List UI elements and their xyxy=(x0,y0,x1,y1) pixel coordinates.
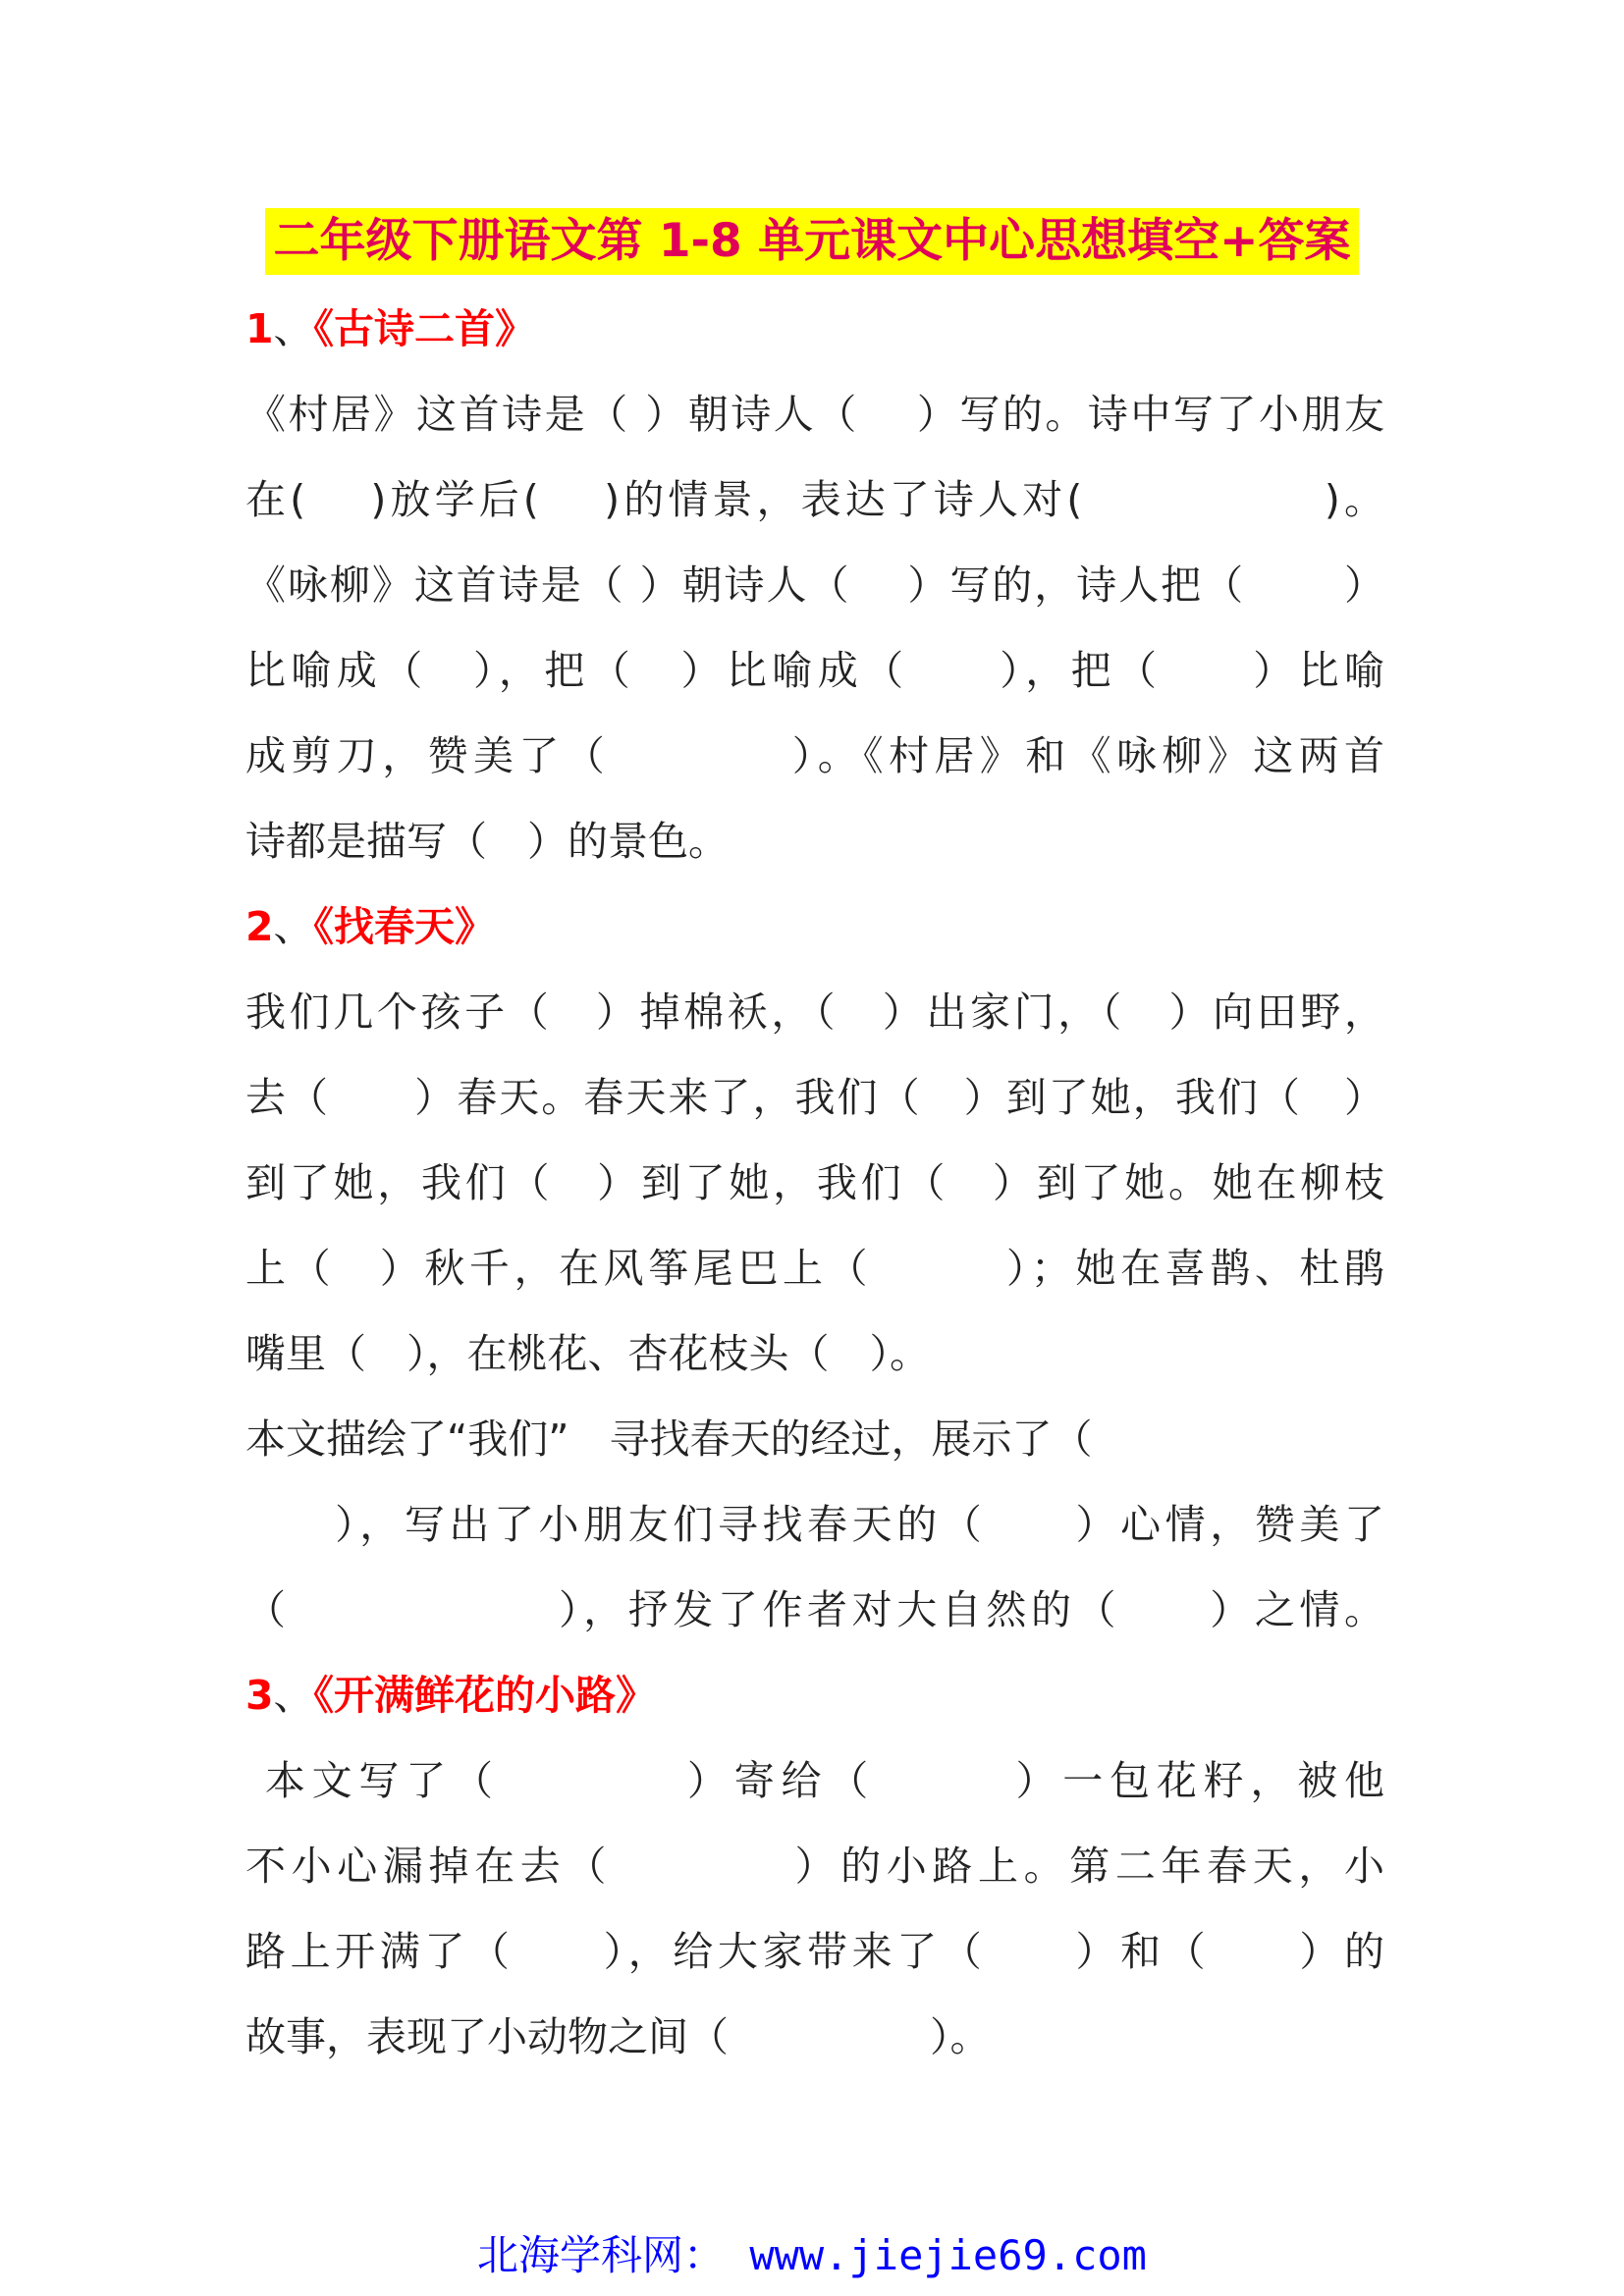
text-line: 我们几个孩子（ ）掉棉袄，（ ）出家门，（ ）向田野， xyxy=(245,988,1384,1036)
text-line: 比喻成（ ），把（ ）比喻成（ ），把（ ）比喻 xyxy=(245,647,1384,694)
section-title: 《开满鲜花的小路》 xyxy=(313,1672,657,1719)
section-title: 《找春天》 xyxy=(313,903,496,950)
section-separator: 、 xyxy=(273,1672,314,1719)
document-body xyxy=(245,287,1384,2080)
section-heading-1 xyxy=(245,287,1384,372)
section-heading-3 xyxy=(245,1653,1384,1738)
page-title: 二年级下册语文第 1-8 单元课文中心思想填空+答案 xyxy=(265,208,1358,275)
text-line: 本文描绘了“我们” 寻找春天的经过，展示了（ xyxy=(245,1415,1093,1463)
text-line: 不小心漏掉在去（ ）的小路上。第二年春天，小 xyxy=(245,1842,1384,1890)
text-line: 诗都是描写（ ）的景色。 xyxy=(245,818,729,865)
text-line: 去（ ）春天。春天来了，我们（ ）到了她，我们（ ） xyxy=(245,1074,1384,1121)
text-line: 《村居》这首诗是（ ）朝诗人（ ）写的。诗中写了小朋友 xyxy=(245,391,1384,438)
text-line: 上（ ）秋千，在风筝尾巴上（ ）；她在喜鹊、杜鹃 xyxy=(245,1245,1384,1292)
footer-brand: 北海学科网： xyxy=(477,2231,726,2279)
text-line: 本文写了（ ）寄给（ ）一包花籽，被他 xyxy=(245,1757,1384,1804)
text-line: 路上开满了（ ），给大家带来了（ ）和（ ）的 xyxy=(245,1928,1384,1975)
text-line: （ ），抒发了作者对大自然的（ ）之情。 xyxy=(245,1586,1384,1633)
section-number: 2 xyxy=(245,903,274,950)
footer-watermark xyxy=(0,2226,1624,2285)
footer-url: www.jiejie69.com xyxy=(725,2231,1147,2279)
section-heading-2 xyxy=(245,884,1384,970)
section-separator: 、 xyxy=(273,305,314,352)
text-line: 故事，表现了小动物之间（ ）。 xyxy=(245,2013,991,2060)
section-separator: 、 xyxy=(273,903,314,950)
section-title: 《古诗二首》 xyxy=(313,305,536,352)
title-container xyxy=(0,208,1624,275)
text-line: 成剪刀，赞美了（ ）。《村居》和《咏柳》这两首 xyxy=(245,732,1384,779)
section-number: 1 xyxy=(245,305,274,352)
text-line: ），写出了小朋友们寻找春天的（ ）心情，赞美了 xyxy=(245,1501,1384,1548)
text-line: 到了她，我们（ ）到了她，我们（ ）到了她。她在柳枝 xyxy=(245,1159,1384,1206)
text-line: 嘴里（ ），在桃花、杏花枝头（ ）。 xyxy=(245,1330,930,1377)
section-number: 3 xyxy=(245,1672,274,1719)
text-line: 《咏柳》这首诗是（ ）朝诗人（ ）写的，诗人把（ ） xyxy=(245,561,1384,609)
text-line: 在( )放学后( )的情景，表达了诗人对( )。 xyxy=(245,476,1384,523)
